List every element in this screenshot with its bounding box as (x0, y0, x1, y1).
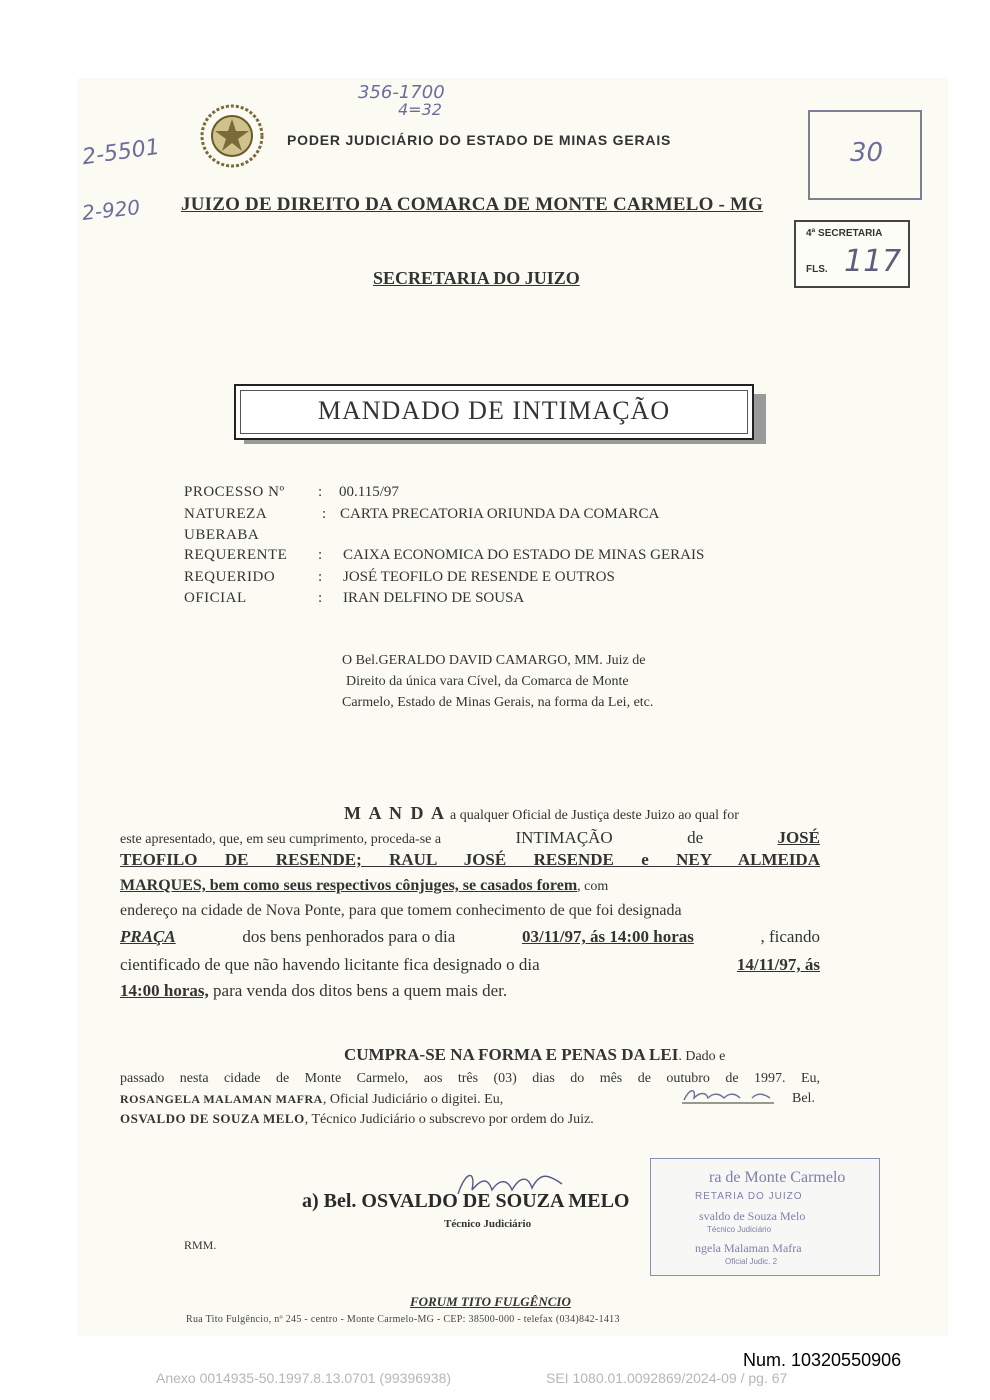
footer-address: Rua Tito Fulgêncio, nº 245 - centro - Monte Carmelo-MG - CEP: 38500-000 - telefax (034)842-1413 (186, 1314, 620, 1325)
stamp-line: Oficial Judic. 2 (725, 1257, 778, 1266)
body-text: dos bens penhorados para o dia (242, 927, 456, 946)
process-label: REQUERIDO (184, 569, 276, 585)
process-label: OFICIAL (184, 590, 247, 606)
closing-name: ROSANGELA MALAMAN MAFRA (120, 1092, 323, 1106)
body-date: 03/11/97, ás 14:00 horas (521, 927, 694, 946)
handwritten-note: 356-1700 (358, 82, 445, 103)
process-value: IRAN DELFINO DE SOUSA (343, 590, 525, 606)
document-number: Num. 10320550906 (743, 1350, 902, 1370)
stamp-line: ra de Monte Carmelo (709, 1169, 846, 1186)
process-label: REQUERENTE (184, 547, 288, 563)
body-text: a qualquer Oficial de Justiça deste Juizo ao qual for (450, 808, 739, 823)
document-title: MANDADO DE INTIMAÇÃO (317, 396, 671, 425)
body-text: INTIMAÇÃO (515, 828, 613, 847)
body-text: para venda dos ditos bens a quem mais der. (213, 981, 508, 1000)
stamp-line: Técnico Judiciário (707, 1225, 772, 1234)
body-line (120, 873, 608, 900)
handwritten-note: 4=32 (398, 100, 442, 119)
coat-of-arms-icon (197, 103, 267, 169)
body-text: endereço na cidade de Nova Ponte, para que tomem conhecimento de que foi designada (120, 902, 682, 919)
process-label: PROCESSO Nº (184, 484, 285, 500)
body-date: 14/11/97, ás (736, 955, 820, 974)
court-name: PODER JUDICIÁRIO DO ESTADO DE MINAS GERAIS (287, 132, 672, 148)
handwritten-rubric-icon (680, 1086, 776, 1106)
typist-initials: RMM. (184, 1238, 217, 1252)
annex-reference: Anexo 0014935-50.1997.8.13.0701 (99396938) (156, 1370, 452, 1386)
process-value: JOSÉ TEOFILO DE RESENDE E OUTROS (343, 569, 615, 585)
body-text: cientificado de que não havendo licitante fica designado o dia (120, 955, 540, 974)
body-text: este apresentado, que, em seu cumprimento, proceda-se a (120, 832, 442, 847)
process-value: 00.115/97 (339, 484, 399, 500)
body-text: , com (577, 879, 609, 894)
body-line (120, 978, 507, 1004)
closing-text: , Técnico Judiciário o subscrevo por ordem do Juiz. (304, 1112, 594, 1127)
body-line (120, 924, 820, 950)
process-label: NATUREZA (184, 506, 268, 522)
closing-text: passado nesta cidade de Monte Carmelo, aos três (03) dias do mês de outubro de 1997. Eu, (120, 1071, 820, 1086)
official-stamp (650, 1158, 880, 1276)
intro-line: Direito da única vara Cível, da Comarca de Monte (346, 674, 629, 689)
process-sep: : (318, 569, 323, 585)
process-sep: : (318, 590, 323, 606)
body-text: de (687, 828, 704, 847)
juizo-heading: JUIZO DE DIREITO DA COMARCA DE MONTE CARMELO - MG (181, 194, 764, 215)
secretaria-heading: SECRETARIA DO JUIZO (373, 268, 580, 288)
stamp-title: 4ª SECRETARIA (806, 228, 883, 239)
body-name: JOSÉ (777, 828, 820, 847)
manda-word: M A N D A (344, 803, 447, 823)
stamp-page-number: 117 (844, 244, 902, 279)
process-sep: : (318, 484, 323, 500)
closing-cumpra: CUMPRA-SE NA FORMA E PENAS DA LEI (344, 1045, 679, 1064)
handwritten-note: 2-5501 (80, 134, 162, 171)
closing-line (120, 1106, 594, 1133)
stamp-line: svaldo de Souza Melo (699, 1209, 806, 1223)
footer-forum: FORUM TITO FULGÊNCIO (410, 1294, 571, 1309)
stamp-number: 30 (850, 138, 884, 168)
handwritten-note: 2-920 (80, 195, 142, 225)
process-sep: : (322, 506, 327, 522)
body-names: TEOFILO DE RESENDE; RAUL JOSÉ RESENDE e NEY ALMEIDA (120, 850, 820, 869)
body-text: MARQUES, bem como seus respectivos cônjuges, se casados forem (120, 877, 578, 894)
closing-text: . Dado e (678, 1049, 726, 1064)
signature-role: Técnico Judiciário (444, 1218, 532, 1230)
closing-name: OSVALDO DE SOUZA MELO (120, 1111, 305, 1126)
secretaria-stamp (794, 220, 910, 288)
process-label: UBERABA (184, 527, 260, 543)
process-value: CAIXA ECONOMICA DO ESTADO DE MINAS GERAIS (343, 547, 705, 563)
closing-text: , Oficial Judiciário o digitei. Eu, (322, 1092, 504, 1107)
process-value: CARTA PRECATORIA ORIUNDA DA COMARCA (340, 506, 660, 522)
protocol-stamp (808, 110, 922, 200)
process-sep: : (318, 547, 323, 563)
stamp-line: RETARIA DO JUIZO (695, 1191, 803, 1202)
closing-text: Bel. (792, 1091, 815, 1106)
signature-name: a) Bel. OSVALDO DE SOUZA MELO (302, 1190, 630, 1212)
sei-reference: SEI 1080.01.0092869/2024-09 / pg. 67 (546, 1370, 788, 1386)
title-box (234, 384, 754, 440)
intro-line: Carmelo, Estado de Minas Gerais, na forma da Lei, etc. (342, 695, 654, 710)
intro-line: O Bel.GERALDO DAVID CAMARGO, MM. Juiz de (342, 653, 646, 668)
body-date: 14:00 horas, (120, 981, 209, 1000)
body-line (120, 952, 820, 978)
stamp-fls-label: FLS. (806, 264, 828, 275)
body-praca: PRAÇA (120, 927, 176, 946)
body-text: , ficando (760, 927, 820, 946)
stamp-line: ngela Malaman Mafra (695, 1241, 802, 1255)
